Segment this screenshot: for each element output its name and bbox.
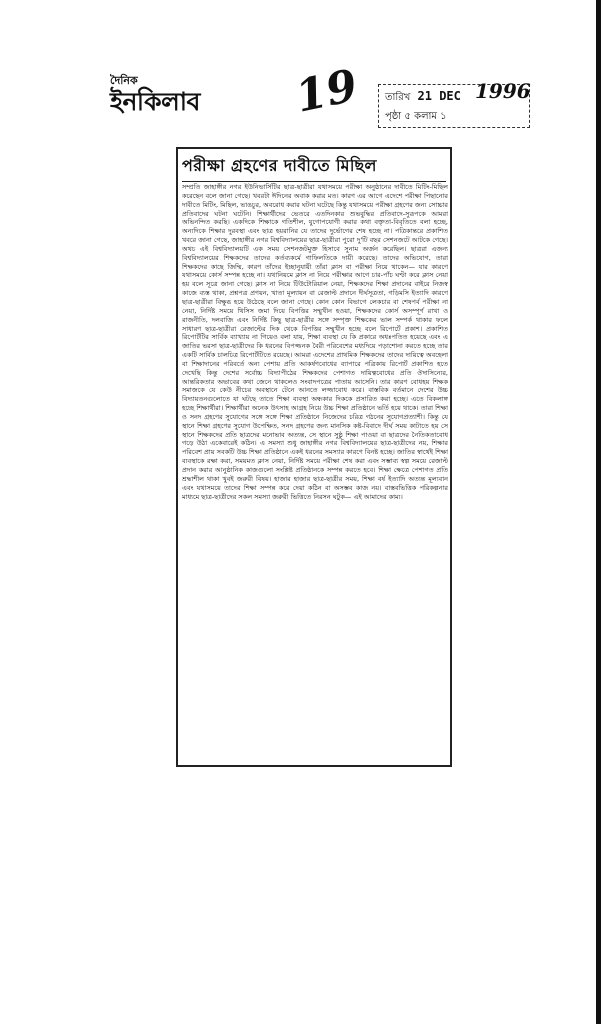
article-body: সম্প্রতি জাহাঙ্গীর নগর ইউনিভার্সিটির ছাত্র-ছাত্রীরা যথাসময়ে পরীক্ষা অনুষ্ঠানের দাবীতে মিটিং-মিছিল করেছেন বলে জানা গেছে। খবরটা ঈদিনের অবাক করার মত। কারণ এর আগে এদেশে পরীক্ষা পিছানোর দাবীতে মিটিং, মিছিল, ভাঙচুর, অবরোধ করার ঘটনা ঘটেছে কিন্তু যথাসময়ে পরীক্ষা গ্রহণের জন্য সোচ্চার প্রতিবাদের ঘটনা ঘটেনি। শিক্ষার্থীদের ভেতরে এতদিনকার শুভবুদ্ধির প্রতিবাদে-সুরূপকে আমরা অভিনন্দিত করছি। একদিকে শিক্ষাকে গতিশীল, যুগোপযোগী করার কথা বক্তৃতা-বিবৃতিতে বলা হচ্ছে, অন্যদিকে শিক্ষার দুরবস্থা এবং ছাত্র হয়রানির যে তাদের দুর্ভোগের শেষ হচ্ছে না। পত্রিকান্তরে প্রকাশিত খবরে জানা গেছে, জাহাঙ্গীর নগর বিশ্ববিদ্যালয়ের ছাত্র-ছাত্রীরা পুরো দু'টি বছর সেশনজটে আটকে গেছে। অথচ এই বিশ্ববিদ্যালয়টি এক সময় সেশনজটমুক্ত হিসাবে সুনাম অর্জন করেছিল। ছাত্ররা এজন্য বিশ্ববিদ্যালয়ের শিক্ষকদের তাদের কর্তব্যকর্মে গাফিলতিকে দায়ী করেছে। তাদের অভিযোগ, তারা শিক্ষকদের কাছে জিম্মি, কারণ তাঁদের ইচ্ছানুযায়ী তাঁরা ক্লাস বা পরীক্ষা নিয়ে থাকেন— যার কারণে যথাসময়ে কোর্স সম্পন্ন হচ্ছে না। যথানিয়মে ক্লাস না নিয়ে পরীক্ষার আগে চার-পাঁচ ঘণ্টা করে ক্লাস নেয়া হয় বলে সূত্রে জানা গেছে। ক্লাস না নিয়ে টিউটোরিয়াল নেয়া, শিক্ষকদের শিক্ষা প্রদানের বাইরে নিজস্ব কাজে ব্যস্ত থাকা, প্রশ্নপত্র প্রণয়ন, খাতা মূল্যায়ন বা রেজাল্ট প্রদানে দীর্ঘসূত্রতা, গড়িমসি ইত্যাদি কারণে ছাত্র-ছাত্রীরা বিক্ষুব্ধ হয়ে উঠেছে বলে জানা গেছে। কোন কোন বিভাগে লেকচার বা শেষপর্ব পরীক্ষা না নেয়া, নির্দিষ্ট সময়ে থিসিস জমা দিয়ে বিপত্তির সম্মুখীন হওয়া, শিক্ষকদের কোর্স অসম্পূর্ণ রাখা ও রাজনীতি, দলবাজি এবং নির্দিষ্ট কিছু ছাত্র-ছাত্রীর সঙ্গে সম্পৃক্ত শিক্ষকের ভাল সম্পর্ক থাকার ফলে সাধারণ ছাত্র-ছাত্রীরা রেজাল্টের দিক থেকে বিপত্তির সম্মুখীন হচ্ছে বলে রিপোর্টে প্রকাশ। প্রকাশিত রিপোর্টটির সার্বিক ব্যাখ্যায় না গিয়েও বলা যায়, শিক্ষা ব্যবস্থা যে কি প্রকারে অধঃপতিত হয়েছে এবং এ জাতির ভরসা ছাত্র-ছাত্রীদের কি ধরনের বিপজ্জনক বৈরী পরিবেশের মধ্যদিয়ে পড়াশোনা করতে হচ্ছে তার একটি সার্বিক চালচিত্র রিপোর্টটিতে রয়েছে। আমরা এদেশের প্রাথমিক শিক্ষকদের তাদের দায়িত্বে অবহেলা বা শিক্ষাদানের পরিবর্তে অন্য পেশায় প্রতি আকর্ষণবোধের ব্যাপারে পত্রিকায় রিপোর্ট প্রকাশিত হতে দেখেছি কিন্তু দেশের সর্বোচ্চ বিদ্যাপীঠের শিক্ষকদের পেশাগত দায়িত্ববোধের প্রতি ঔদাসিন্যের, আন্তরিকতার অভাবের কথা জেনে থাকলেও সংবাদপত্রের পাতায় আসেনি। তার কারণ বোধহয় শিক্ষক সমাজকে যে কেউ নীচের অবস্থানে টেনে আনতে লজ্জাবোধ করে। বাস্তবিক বর্তমানে দেশের উচ্চ বিদ্যায়তনগুলোতে যা ঘটছে তাতে শিক্ষা ব্যবস্থা অন্ধকার দিককে প্রসারিত করা হচ্ছে। এতে বিকলাঙ্গ হচ্ছে শিক্ষার্থীরা। শিক্ষার্থীরা অনেক উৎসাহ আগ্রহ নিয়ে উচ্চ শিক্ষা প্রতিষ্ঠানে ভর্তি হয়ে থাকে। তারা শিক্ষা ও সনদ গ্রহণের সুযোগের সঙ্গে সঙ্গে শিক্ষা প্রতিষ্ঠানে নিজেদের চরিত্র গঠনের সুযোগপ্রত্যাশী। কিন্তু যে স্থানে শিক্ষা গ্রহণের সুযোগ উপেক্ষিত, সনদ গ্রহণের জন্য মানসিক কষ্ট-বিবাদে দীর্ঘ সময় কাটাতে হয় সে স্থানে শিক্ষকদের প্রতি ছাত্রদের মনোভাব অত্যন্ত, সে স্থানে সুষ্ঠু শিক্ষা পাওয়া বা ছাত্রদের নৈতিকতাবোধ গড়ে উঠা একেবারেই কঠিন। এ সমস্যা শুধু জাহাঙ্গীর নগর বিশ্ববিদ্যালয়ের ছাত্র-ছাত্রীদের নয়, শিক্ষার পরিবেশ প্রায় সবকটি উচ্চ শিক্ষা প্রতিষ্ঠানে একই ধরনের সমস্যার কারণে বিনষ্ট হচ্ছে। জাতির স্বার্থেই শিক্ষা ব্যবস্থাকে রক্ষা করা, সময়মত ক্লাস নেয়া, নির্দিষ্ট সময়ে পরীক্ষা শেষ করা এবং সম্ভাব্য স্বল্প সময়ে রেজাল্ট প্রদান করার আনুষ্ঠানিক কাজগুলো সংশ্লিষ্ট প্রতিষ্ঠানকে সম্পন্ন করতে হবে। শিক্ষা ক্ষেত্রে পেশাগত প্রতি শ্রদ্ধাশীল থাকা খুবই জরুরী বিষয়। হাজার হাজার ছাত্র-ছাত্রীর সময়, শিক্ষা বর্ষ ইত্যাদি অত্যন্ত মূল্যবান এবং যথাসময়ে তাদের শিক্ষা সম্পন্ন করে দেয়া কঠিন বা অসম্ভব কাজ নয়। বাস্তবভিত্তিক পরিকল্পনার মাধ্যমে ছাত্র-ছাত্রীদের সকল সমস্যা জরুরী ভিত্তিতে নিরসন ঘটুক— এই আমাদের কাম্য।: [182, 183, 448, 501]
scan-edge: [596, 0, 601, 1024]
masthead-subtitle: দৈনিক: [110, 74, 138, 87]
stamp-date-label: তারিখ: [385, 92, 411, 103]
stamp-year: 1996: [475, 79, 531, 103]
stamp-page-value: ৫: [404, 111, 411, 122]
date-stamp: [378, 79, 531, 128]
stamp-page-row: [385, 109, 447, 126]
handwritten-mark: 19: [291, 60, 362, 123]
stamp-column-label: কলাম: [414, 111, 437, 122]
article-headline: পরীক্ষা গ্রহণের দাবীতে মিছিল: [182, 151, 446, 182]
stamp-date-row: [385, 89, 461, 107]
stamp-date: 21 DEC: [417, 89, 461, 103]
stamp-page-label: পৃষ্ঠা: [385, 111, 402, 122]
stamp-column-value: ১: [440, 111, 447, 122]
newspaper-masthead: [110, 74, 230, 117]
article-clipping: [176, 147, 452, 767]
masthead-title: ইনকিলাব: [110, 87, 200, 116]
